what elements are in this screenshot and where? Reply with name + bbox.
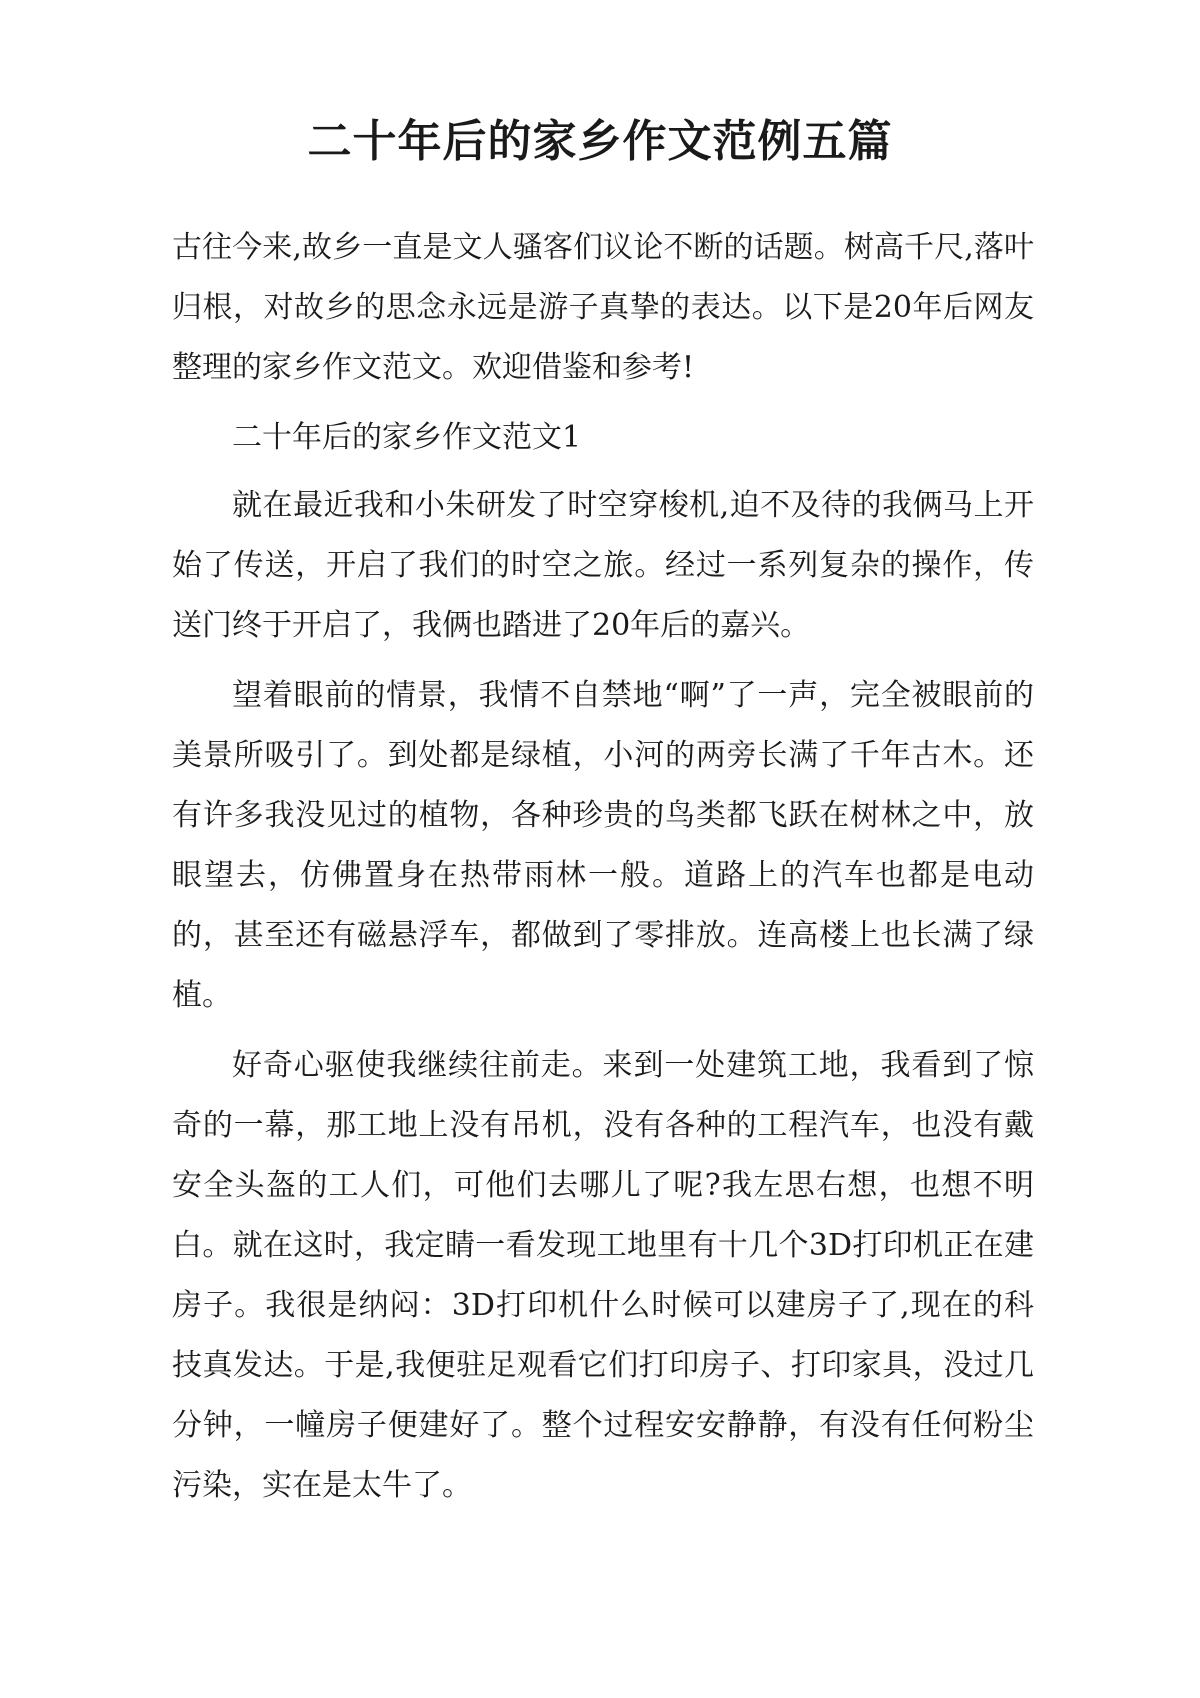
essay-paragraph-1: 就在最近我和小朱研发了时空穿梭机,迫不及待的我俩马上开始了传送，开启了我们的时空之旅。经过一系列复杂的操作，传送门终于开启了，我俩也踏进了20年后的嘉兴。: [172, 488, 1034, 643]
document-title: 二十年后的家乡作文范例五篇: [307, 116, 893, 167]
document-body: [172, 218, 1034, 1526]
essay-paragraph-3: 好奇心驱使我继续往前走。来到一处建筑工地，我看到了惊奇的一幕，那工地上没有吊机，没有各种的工程汽车，也没有戴安全头盔的工人们，可他们去哪儿了呢?我左思右想，也想不明白。就在这时，我定睛一看发现工地里有十几个3D打印机正在建房子。我很是纳闷：3D打印机什么时候可以建房子了,现在的科技真发达。于是,我便驻足观看它们打印房子、打印家具，没过几分钟，一幢房子便建好了。整个过程安安静静，有没有任何粉尘污染，实在是太牛了。: [172, 1048, 1034, 1503]
section-heading: 二十年后的家乡作文范文1: [232, 420, 582, 455]
essay-paragraph-2: 望着眼前的情景，我情不自禁地“啊”了一声，完全被眼前的美景所吸引了。到处都是绿植，小河的两旁长满了千年古木。还有许多我没见过的植物，各种珍贵的鸟类都飞跃在树林之中，放眼望去，仿佛置身在热带雨林一般。道路上的汽车也都是电动的，甚至还有磁悬浮车，都做到了零排放。连高楼上也长满了绿植。: [172, 678, 1034, 1013]
intro-paragraph: 古往今来,故乡一直是文人骚客们议论不断的话题。树高千尺,落叶归根，对故乡的思念永远是游子真挚的表达。以下是20年后网友整理的家乡作文范文。欢迎借鉴和参考!: [172, 230, 1034, 385]
